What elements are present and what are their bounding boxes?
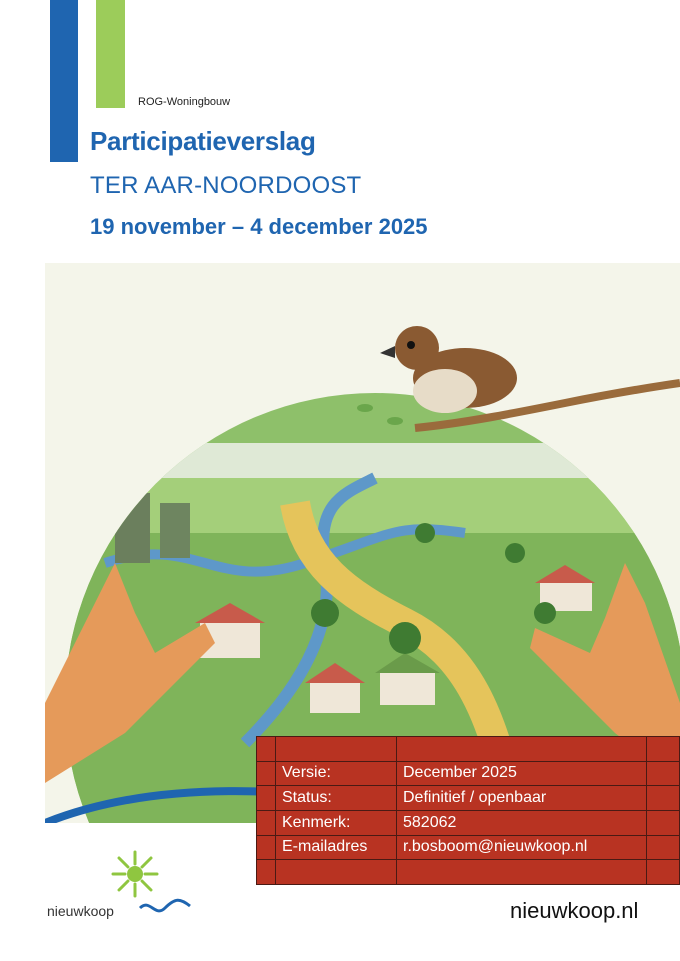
reference-label: Kenmerk: <box>276 810 397 835</box>
table-row <box>257 737 680 762</box>
website-link[interactable]: nieuwkoop.nl <box>510 898 639 923</box>
table-row <box>257 786 680 811</box>
detail-label <box>276 737 397 762</box>
house-icon <box>310 683 360 713</box>
status-value: Definitief / openbaar <box>397 786 647 811</box>
table-row <box>257 761 680 786</box>
date-range: 19 november – 4 december 2025 <box>90 214 428 239</box>
table-row <box>257 860 680 885</box>
table-row <box>257 835 680 860</box>
email-label: E-mailadres <box>276 835 397 860</box>
logo-wordmark: nieuwkoop <box>47 903 114 919</box>
detail-value <box>397 860 647 885</box>
reference-value: 582062 <box>397 810 647 835</box>
status-label: Status: <box>276 786 397 811</box>
building-icon <box>160 503 190 558</box>
project-name: TER AAR-NOORDOOST <box>90 172 362 199</box>
sun-flower-icon <box>113 852 157 896</box>
detail-label <box>276 860 397 885</box>
wave-icon <box>140 900 190 911</box>
email-value: r.bosboom@nieuwkoop.nl <box>397 835 647 860</box>
version-label: Versie: <box>276 761 397 786</box>
version-value: December 2025 <box>397 761 647 786</box>
green-accent-bar <box>96 0 125 108</box>
document-title: Participatieverslag <box>90 126 316 156</box>
category-label: ROG-Woningbouw <box>138 96 231 108</box>
blue-accent-bar <box>50 0 78 162</box>
table-row <box>257 810 680 835</box>
document-details-table <box>256 736 680 885</box>
detail-value <box>397 737 647 762</box>
house-icon <box>380 673 435 705</box>
